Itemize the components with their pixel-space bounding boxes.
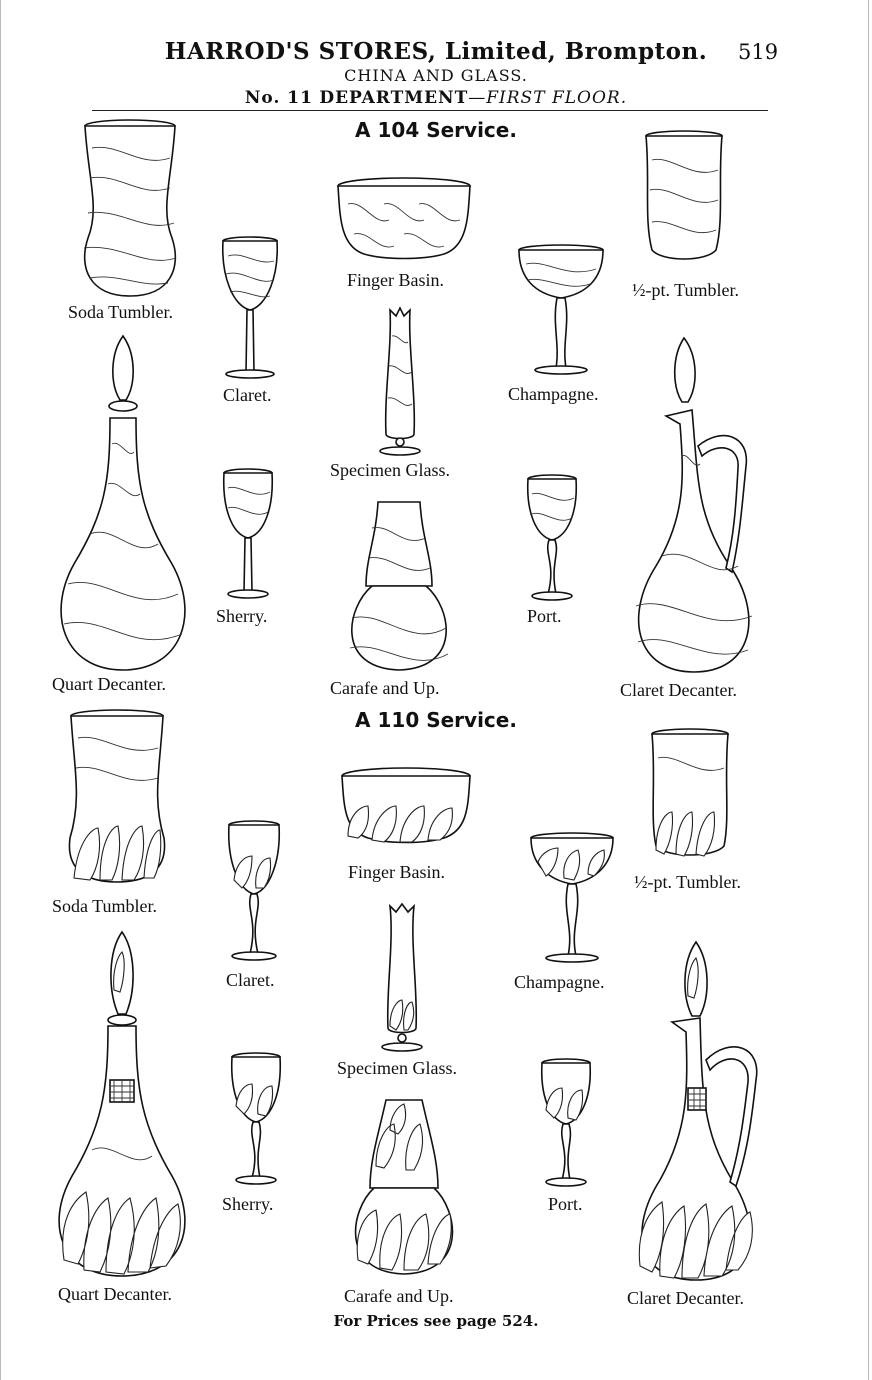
- claret-decanter-illustration: [622, 336, 766, 676]
- label-soda-tumbler-a110: Soda Tumbler.: [52, 896, 158, 916]
- label-carafe-a104: Carafe and Up.: [330, 678, 440, 698]
- department-floor: —FIRST FLOOR.: [468, 88, 628, 108]
- claret-glass-illustration: [218, 236, 282, 380]
- department-number: No. 11: [244, 88, 313, 108]
- sherry-glass-illustration: [220, 468, 276, 600]
- label-specimen-glass-a104: Specimen Glass.: [330, 460, 450, 480]
- service-heading-a104: A 104 Service.: [355, 118, 517, 142]
- champagne-glass-illustration: [528, 832, 616, 964]
- label-claret-decanter-a104: Claret Decanter.: [620, 680, 737, 700]
- page-right-edge: [868, 0, 869, 1380]
- label-carafe-a110: Carafe and Up.: [344, 1286, 454, 1306]
- port-glass-illustration: [538, 1058, 594, 1188]
- page-left-edge: [0, 0, 1, 1380]
- label-specimen-glass-a110: Specimen Glass.: [337, 1058, 457, 1078]
- department-name: DEPARTMENT: [319, 88, 469, 108]
- prices-footnote: For Prices see page 524.: [333, 1312, 539, 1330]
- champagne-glass-illustration: [516, 244, 606, 376]
- label-finger-basin-a104: Finger Basin.: [347, 270, 444, 290]
- label-claret-a104: Claret.: [223, 385, 272, 405]
- specimen-glass-illustration: [376, 902, 428, 1052]
- label-champagne-a110: Champagne.: [514, 972, 605, 992]
- soda-tumbler-illustration: [64, 708, 170, 886]
- claret-glass-illustration: [224, 820, 284, 962]
- finger-basin-illustration: [338, 766, 474, 846]
- label-half-pt-tumbler-a104: ½-pt. Tumbler.: [632, 280, 740, 300]
- service-heading-a110: A 110 Service.: [355, 708, 517, 732]
- half-pint-tumbler-illustration: [648, 728, 732, 860]
- soda-tumbler-illustration: [70, 118, 190, 300]
- specimen-glass-illustration: [374, 306, 426, 456]
- port-glass-illustration: [524, 474, 580, 602]
- carafe-illustration: [346, 1096, 462, 1276]
- finger-basin-illustration: [334, 176, 474, 262]
- label-port-a104: Port.: [527, 606, 562, 626]
- page-title: HARROD'S STORES, Limited, Brompton.: [164, 38, 708, 65]
- label-soda-tumbler-a104: Soda Tumbler.: [68, 302, 174, 322]
- label-claret-decanter-a110: Claret Decanter.: [627, 1288, 744, 1308]
- label-quart-decanter-a104: Quart Decanter.: [52, 674, 166, 694]
- label-half-pt-tumbler-a110: ½-pt. Tumbler.: [634, 872, 742, 892]
- quart-decanter-illustration: [54, 334, 192, 674]
- claret-decanter-illustration: [626, 940, 766, 1284]
- department-line: [0, 88, 872, 108]
- carafe-illustration: [342, 498, 456, 674]
- quart-decanter-illustration: [52, 930, 192, 1280]
- label-champagne-a104: Champagne.: [508, 384, 599, 404]
- label-sherry-a104: Sherry.: [216, 606, 268, 626]
- half-pint-tumbler-illustration: [642, 130, 726, 264]
- label-finger-basin-a110: Finger Basin.: [348, 862, 445, 882]
- page-subtitle: CHINA AND GLASS.: [344, 66, 528, 85]
- header-divider: [92, 110, 768, 111]
- label-port-a110: Port.: [548, 1194, 583, 1214]
- label-quart-decanter-a110: Quart Decanter.: [58, 1284, 172, 1304]
- sherry-glass-illustration: [228, 1052, 284, 1186]
- page-number: 519: [738, 40, 779, 64]
- label-claret-a110: Claret.: [226, 970, 275, 990]
- label-sherry-a110: Sherry.: [222, 1194, 274, 1214]
